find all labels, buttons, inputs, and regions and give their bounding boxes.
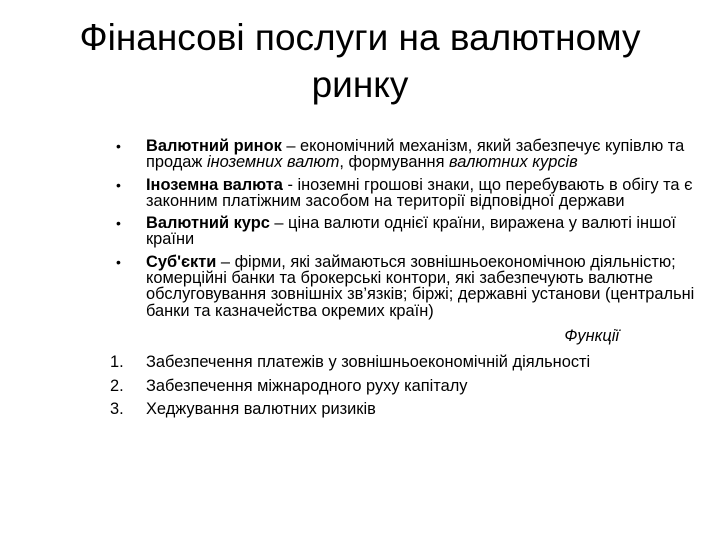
bullet-marker: •	[116, 138, 121, 154]
italic-term: валютних курсів	[449, 153, 578, 172]
bullet-marker: •	[116, 253, 121, 270]
bullet-item-currency-market	[110, 138, 715, 171]
function-item	[110, 354, 715, 370]
function-text: Забезпечення платежів у зовнішньоекономічній діяльності	[146, 353, 591, 372]
term-subjects: Суб'єкти	[146, 252, 217, 271]
definition-text: - іноземні грошові знаки, що перебувають в обігу та є законним платіжним засобом на території відповідної держави	[146, 175, 693, 210]
definition-text: – економічний механізм, який забезпечує купівлю та продаж	[146, 137, 685, 172]
function-item	[110, 378, 715, 394]
number-marker: 2.	[110, 376, 124, 395]
term-foreign-currency: Іноземна валюта	[146, 175, 283, 194]
definition-text: – фірми, які займаються зовнішньоекономічною діяльністю; комерційні банки та брокерські контори, які забезпечують валютне обслуговування зовнішніх зв’язків; біржі; державні установи (центральні банки та казначейства окремих країн)	[146, 252, 695, 320]
slide-content	[110, 138, 715, 424]
bullet-item-exchange-rate	[110, 215, 715, 248]
number-marker: 1.	[110, 353, 124, 372]
bullet-marker: •	[116, 176, 121, 193]
function-text: Хеджування валютних ризиків	[146, 399, 376, 418]
bullet-item-foreign-currency	[110, 177, 715, 210]
bullet-item-subjects	[110, 254, 715, 319]
definition-text: – ціна валюти однієї країни, виражена у валюті іншої країни	[146, 214, 676, 249]
italic-term: іноземних валют	[206, 153, 340, 172]
functions-heading: Функції	[564, 326, 619, 345]
function-item	[110, 401, 715, 417]
slide-title: Фінансові послуги на валютному ринку	[79, 17, 641, 105]
number-marker: 3.	[110, 399, 124, 418]
term-exchange-rate: Валютний курс	[146, 214, 270, 233]
function-text: Забезпечення міжнародного руху капіталу	[146, 376, 468, 395]
bullet-marker: •	[116, 215, 121, 232]
term-currency-market: Валютний ринок	[146, 137, 282, 155]
definition-text: , формування	[339, 153, 450, 172]
